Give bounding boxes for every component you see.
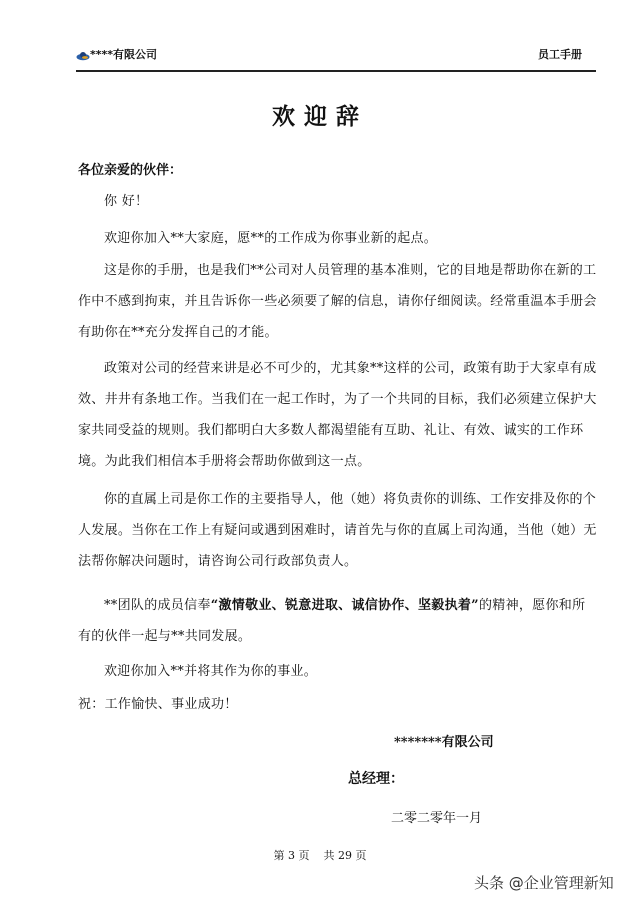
team-spirit-post: 的精神，愿你和所有的伙伴一起与**共同发展。: [78, 598, 586, 644]
paragraph-handbook: 这是你的手册，也是我们**公司对人员管理的基本准则，它的目地是帮助你在新的工作中不感到拘束，并且告诉你一些必须要了解的信息，请你仔细阅读。经常重温本手册会有助你在**充分发挥自己的才能。: [78, 263, 597, 340]
header-company-name: ****有限公司: [90, 48, 158, 61]
greeting: 各位亲爱的伙伴：: [78, 163, 183, 178]
signature-company: *******有限公司: [394, 735, 494, 750]
paragraph-supervisor: 你的直属上司是你工作的主要指导人，他（她）将负责你的训练、工作安排及你的个人发展。当你在工作上有疑问或遇到困难时，请首先与你的直属上司沟通，当他（她）无法帮你解决问题时，请咨询公司行政部负责人。: [78, 492, 597, 569]
team-spirit-motto: “激情敬业、锐意进取、诚信协作、坚毅执着”: [210, 598, 479, 613]
paragraph-team-spirit: [78, 590, 598, 652]
paragraph-join: 欢迎你加入**并将其作为你的事业。: [104, 664, 318, 679]
watermark: 头条 @企业管理新知: [474, 874, 614, 892]
paragraph-wishes: 祝：工作愉快、事业成功！: [78, 697, 238, 712]
header-divider: [76, 70, 596, 72]
company-logo-icon: [76, 47, 90, 59]
paragraph-hello: 你 好！: [104, 194, 149, 209]
header-manual-title: 员工手册: [538, 48, 582, 61]
page-title: 欢迎辞: [272, 103, 368, 130]
team-spirit-pre: **团队的成员信奉: [104, 598, 211, 613]
page-number: 第 3 页 共 29 页: [273, 849, 367, 862]
page-header: [76, 44, 596, 66]
paragraph-welcome: 欢迎你加入**大家庭，愿**的工作成为你事业新的起点。: [104, 231, 438, 246]
paragraph-policy: 政策对公司的经营来讲是必不可少的，尤其象**这样的公司，政策有助于大家卓有成效、井井有条地工作。当我们在一起工作时，为了一个共同的目标，我们必须建立保护大家共同受益的规则。我们都明白大多数人都渴望能有互助、礼让、有效、诚实的工作环境。为此我们相信本手册将会帮助你做到这一点。: [78, 361, 597, 469]
signature-date: 二零二零年一月: [391, 811, 483, 826]
signature-manager: 总经理：: [348, 771, 404, 787]
